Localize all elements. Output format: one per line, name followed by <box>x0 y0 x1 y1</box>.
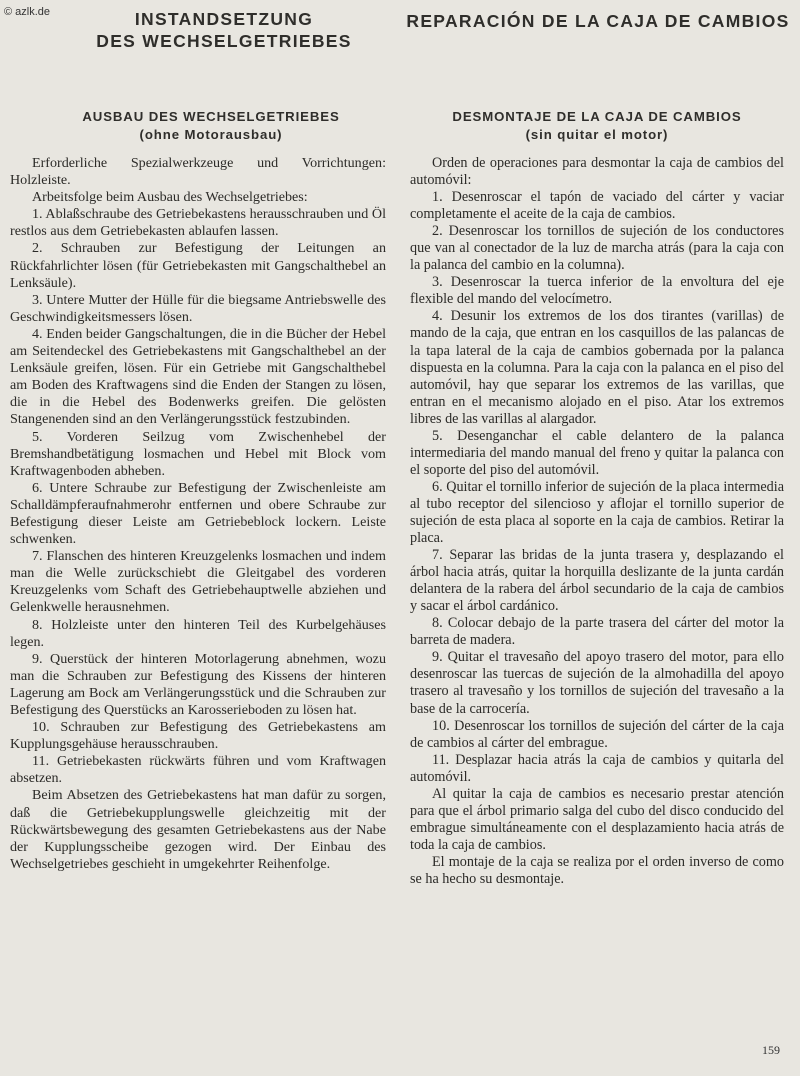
spanish-paragraph: 10. Desenroscar los tornillos de sujeción del cárter de la caja de cambios al cárter del embrague. <box>410 717 784 751</box>
spanish-paragraph: 7. Separar las bridas de la junta trasera y, desplazando el árbol hacia atrás, quitar la horquilla deslizante de la junta cardán delantera de la rabera del árbol secundario de la caja de cambios y sacar el árbol cardánico. <box>410 547 784 615</box>
spanish-paragraph: 1. Desenroscar el tapón de vaciado del cárter y vaciar completamente el aceite de la caja de cambios. <box>410 189 784 223</box>
spanish-paragraph: Al quitar la caja de cambios es necesario prestar atención para que el árbol primario salga del cubo del disco conducido del embrague simultáneamente con el desplazamiento hacia atrás de toda la caja de cambios. <box>410 785 784 853</box>
spanish-paragraph: 9. Quitar el travesaño del apoyo trasero del motor, para ello desenroscar las tuercas de sujeción de la almohadilla del apoyo trasero al travesaño y los tornillos de sujeción del travesaño a la base de la carrocería. <box>410 649 784 717</box>
spanish-section-title: DESMONTAJE DE LA CAJA DE CAMBIOS <box>452 109 742 124</box>
spanish-column <box>410 108 784 888</box>
german-paragraph: Erforderliche Spezialwerkzeuge und Vorrichtungen: Holzleiste. <box>10 155 386 189</box>
spanish-paragraph: 3. Desenroscar la tuerca inferior de la envoltura del eje flexible del mando del velocímetro. <box>410 274 784 308</box>
german-paragraph: Arbeitsfolge beim Ausbau des Wechselgetriebes: <box>32 189 308 206</box>
german-paragraph: 6. Untere Schraube zur Befestigung der Zwischenleiste am Schalldämpferaufnahmerohr entfernen und obere Schraube zur Befestigung dieser Leiste am Getriebeblock lockern. Leiste schwenken. <box>10 479 386 548</box>
page-title-german-line2: DES WECHSELGETRIEBES <box>96 31 352 51</box>
german-paragraph: Beim Absetzen des Getriebekastens hat man dafür zu sorgen, daß die Getriebekupplungswelle gleichzeitig mit der Rückwärtsbewegung des gesamten Getriebekastens aus der Nabe der Kupplungsscheibe gezogen wird. Der Einbau des Wechselgetriebes geschieht in umgekehrter Reihenfolge. <box>10 787 386 872</box>
german-paragraph: 1. Ablaßschraube des Getriebekastens herausschrauben und Öl restlos aus dem Getriebekasten ablaufen lassen. <box>10 206 386 240</box>
spanish-paragraph: 11. Desplazar hacia atrás la caja de cambios y quitarla del automóvil. <box>410 751 784 785</box>
page-title-spanish-line1: REPARACIÓN DE LA CAJA DE CAMBIOS <box>406 11 790 31</box>
german-paragraph: 8. Holzleiste unter den hinteren Teil des Kurbelgehäuses legen. <box>10 616 386 650</box>
spanish-paragraph: El montaje de la caja se realiza por el orden inverso de como se ha hecho su desmontaje. <box>410 853 784 887</box>
german-column <box>10 108 386 873</box>
page-title-spanish <box>402 10 794 32</box>
german-paragraph: 9. Querstück der hinteren Motorlagerung abnehmen, wozu man die Schrauben zur Befestigung des Kissens der hinteren Lagerung am Bock am Verlängerungsstück und die Schrauben zur Befestigung des Querstücks an Karosserieboden zu lösen hat. <box>10 650 386 718</box>
spanish-paragraph: Orden de operaciones para desmontar la caja de cambios del automóvil: <box>410 155 784 189</box>
german-section-heading <box>36 108 386 144</box>
spanish-paragraph: 5. Desenganchar el cable delantero de la palanca intermediaria del mando manual del freno y quitar la palanca con el soporte del piso del automóvil. <box>410 427 784 478</box>
spanish-paragraph: 8. Colocar debajo de la parte trasera del cárter del motor la barreta de madera. <box>410 615 784 649</box>
german-paragraph: 3. Untere Mutter der Hülle für die biegsame Antriebswelle des Geschwindigkeitsmessers lösen. <box>10 291 386 325</box>
german-section-subtitle: (ohne Motorausbau) <box>139 127 283 142</box>
german-paragraph: 2. Schrauben zur Befestigung der Leitungen an Rückfahrlichter lösen (für Getriebekasten mit Gangschalthebel an Lenksäule). <box>10 240 386 291</box>
german-paragraph: 11. Getriebekasten rückwärts führen und vom Kraftwagen absetzen. <box>10 753 386 787</box>
watermark: © azlk.de <box>4 6 51 18</box>
german-section-title: AUSBAU DES WECHSELGETRIEBES <box>82 109 340 124</box>
spanish-section-subtitle: (sin quitar el motor) <box>525 127 669 142</box>
german-paragraph: 5. Vorderen Seilzug vom Zwischenhebel der Bremshandbetätigung losmachen und Hebel mit Block vom Kraftwagenboden abheben. <box>10 428 386 479</box>
spanish-paragraph: 2. Desenroscar los tornillos de sujeción de los conductores que van al conectador de la luz de marcha atrás (para la caja con la palanca del cambio en la columna). <box>410 223 784 274</box>
page-title-german <box>92 8 356 52</box>
spanish-paragraph: 4. Desunir los extremos de los dos tirantes (varillas) de mando de la caja, que entran en los casquillos de las palancas de la tapa lateral de la caja de cambios gobernada por la palanca dispuesta en la columna. Para la caja con la palanca en el piso del automóvil, hay que separar los extremos de las varillas, que entran en el mecanismo alojado en el piso. Atar los extremos libres de las varillas al alargador. <box>410 308 784 427</box>
page-number: 159 <box>762 1043 780 1057</box>
german-paragraph: 4. Enden beider Gangschaltungen, die in die Bücher der Hebel am Seitendeckel des Getriebekastens mit Gangschalthebel an der Lenksäule greifen, lösen. Für ein Getriebe mit Gangschalthebel am Boden des Kraftwagens sind die Enden der Stangen zu lösen, die in die Hebel des Bodenwerks greifen. Die gelösten Stangenenden sind an den Verlängerungsstück festzubinden. <box>10 325 386 428</box>
spanish-paragraph: 6. Quitar el tornillo inferior de sujeción de la placa intermedia al tubo receptor del silencioso y aflojar el tornillo superior de sujeción de esta placa al soporte en la caja de cambios. Retirar la placa. <box>410 478 784 547</box>
german-paragraph: 7. Flanschen des hinteren Kreuzgelenks losmachen und indem man die Welle zurückschiebt die Gleitgabel des vorderen Kreuzgelenks vom Schaft des Getriebehauptwelle abziehen und Gelenkwelle herausnehmen. <box>10 548 386 616</box>
german-body <box>10 155 386 873</box>
page-title-german-line1: INSTANDSETZUNG <box>134 9 314 29</box>
spanish-body <box>410 155 784 888</box>
german-paragraph: 10. Schrauben zur Befestigung des Getriebekastens am Kupplungsgehäuse herausschrauben. <box>10 719 386 753</box>
spanish-section-heading <box>410 108 784 144</box>
